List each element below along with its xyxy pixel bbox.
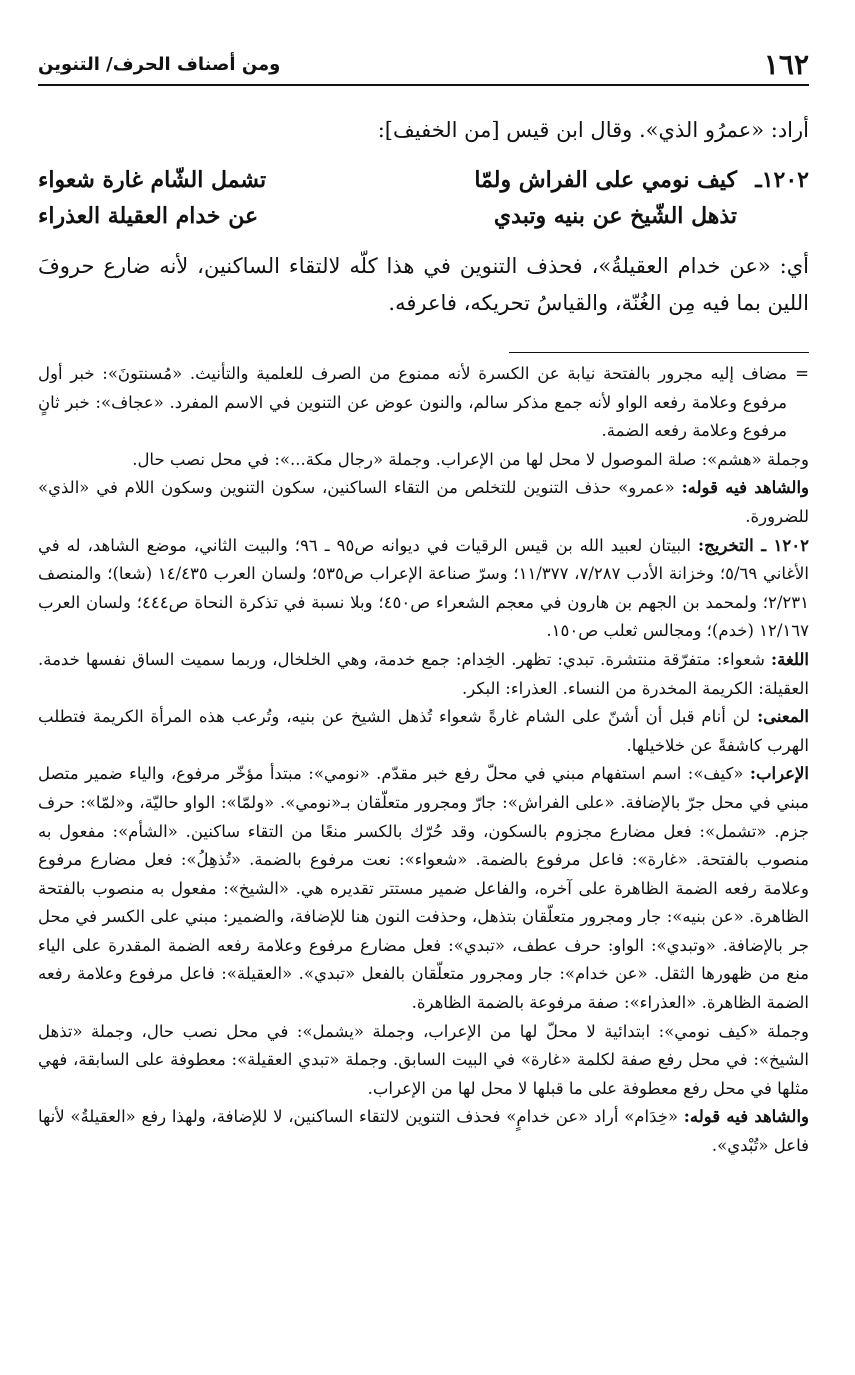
- footnote-p5: [38, 646, 809, 703]
- footnote-p2: وجملة «هشم»: صلة الموصول لا محل لها من الإعراب. وجملة «رجال مكة...»: في محل نصب حال.: [132, 449, 809, 469]
- shahid-label: والشاهد فيه قوله:: [681, 478, 809, 498]
- continuation-marker: =: [795, 364, 809, 383]
- lugha-text: شعواء: متفرّقة منتشرة. تبدي: تظهر. الخِدام: جمع خدمة، وهي الخلخال، وربما سميت الساق نفسها خدمة. العقيلة: الكريمة المخدرة من النساء. العذراء: البكر.: [38, 649, 809, 698]
- verse-hemistich-1a: كيف نومي على الفراش ولمّا: [474, 167, 737, 193]
- footnote-p7: [38, 760, 809, 1017]
- page-number: ١٦٢: [763, 48, 809, 81]
- verse-hemistich-2a: تذهل الشّيخ عن بنيه وتبدي: [493, 203, 737, 229]
- takhrij-label: ١٢٠٢ ـ التخريج:: [698, 535, 809, 555]
- main-text: [38, 112, 809, 149]
- shahid-text: «عمرو» حذف التنوين للتخلص من التقاء الساكنين، سكون التنوين وسكون اللام في «الذي» للضرورة.: [38, 478, 809, 526]
- verse-hemistich-1b: تشمل الشّام غارة شعواء: [38, 167, 267, 193]
- footnotes: [38, 360, 809, 1161]
- shahid-text-2: «خِدَام» أراد «عن خدامٍ» فحذف التنوين لالتقاء الساكنين، لا للإضافة، ولهذا رفع «العقيلةُ» لأنها فاعل «تُبْدي».: [38, 1107, 809, 1156]
- explanation-block: [38, 248, 809, 322]
- maana-text: لن أنام قبل أن أشنّ على الشام غارةً شعواء تُذهل الشيخ عن بنيه، وتُرعب هذه المرأة الكريمة فتطلب الهرب كاشفةً عن خلاخيلها.: [38, 707, 809, 755]
- maana-label: المعنى:: [757, 707, 809, 727]
- footnote-p4: [38, 532, 809, 646]
- verse-hemistich-2b: عن خدام العقيلة العذراء: [38, 203, 259, 229]
- page-header: [38, 48, 809, 86]
- verse-line-2: [38, 203, 809, 237]
- footnote-p6: [38, 703, 809, 760]
- verse-line-1: [38, 167, 809, 201]
- running-title: ومن أصناف الحرف/ التنوين: [38, 54, 281, 75]
- shahid-label-2: والشاهد فيه قوله:: [683, 1107, 810, 1127]
- irab-text: «كيف»: اسم استفهام مبني في محلّ رفع خبر مقدّم. «نومي»: مبتدأ مؤخّر مرفوع، والياء ضمير متصل مبني في محل جرّ بالإضافة. «على الفراش»: جارّ ومجرور متعلّقان بـ«نومي». «ولمّا»: الواو حاليّة، و«لمّا»: حرف جزم. «تشمل»: فعل مضارع مجزوم بالسكون، وقد حُرّك بالكسر منعًا من التقاء ساكنين. «الشأم»: مفعول به منصوب بالفتحة. «غارة»: فاعل مرفوع بالضمة. «شعواء»: نعت مرفوع بالضمة. «تُذهِلُ»: فعل مضارع مرفوع وعلامة رفعه الضمة الظاهرة على آخره، والفاعل ضمير مستتر تقديره هي. «الشيخ»: مفعول به منصوب بالفتحة الظاهرة. «عن بنيه»: جار ومجرور متعلّقان بتذهل، وحذفت النون هنا للإضافة، والضمير: مبني على الكسر في محل جر بالإضافة. «وتبدي»: الواو: حرف عطف، «تبدي»: فعل مضارع مرفوع وعلامة رفعه الضمة المقدرة على الياء منع من ظهورها الثقل. «عن خدام»: جار ومجرور متعلّقان بالفعل «تبدي». «العقيلة»: فاعل مرفوع وعلامة رفعه الضمة الظاهرة. «العذراء»: صفة مرفوعة بالضمة الظاهرة.: [38, 764, 809, 1013]
- explanation-paragraph: أي: «عن خدام العقيلةُ»، فحذف التنوين في هذا كلّه لالتقاء الساكنين، لأنه ضارع حروفَ اللين بما فيه مِن الغُنّة، والقياسُ تحريكه، فاعرفه.: [38, 254, 809, 315]
- footnote-p3: [38, 474, 809, 531]
- footnote-p9: [38, 1103, 809, 1160]
- footnote-divider: [509, 352, 809, 353]
- irab-label: الإعراب:: [749, 764, 810, 784]
- lugha-label: اللغة:: [771, 649, 809, 669]
- footnote-p8: وجملة «كيف نومي»: ابتدائية لا محلّ لها من الإعراب، وجملة «يشمل»: في محل نصب حال، وجملة «تذهل الشيخ»: في محل رفع صفة لكلمة «غارة» في البيت السابق. وجملة «تبدي العقيلة»: معطوفة على السابقة، فهي مثلها في محل رفع معطوفة على ما قبلها لا محل لها من الإعراب.: [38, 1021, 809, 1098]
- takhrij-text: البيتان لعبيد الله بن قيس الرقيات في ديوانه ص٩٥ ـ ٩٦؛ والبيت الثاني، موضع الشاهد، له في الأغاني ٥/٦٩؛ وخزانة الأدب ٧/٢٨٧، ١١/٣٧٧؛ وسرّ صناعة الإعراب ص٥٣٥؛ ولسان العرب ١٤/٤٣٥ (شعا)؛ والمنصف ٢/٢٣١؛ ولمحمد بن الجهم بن هارون في معجم الشعراء ص٤٥٠؛ وبلا نسبة في تذكرة النحاة ص٤٤٤؛ ولسان العرب ١٢/١٦٧ (خدم)؛ ومجالس ثعلب ص١٥٠.: [38, 535, 809, 641]
- footnote-p1: مضاف إليه مجرور بالفتحة نيابة عن الكسرة لأنه ممنوع من الصرف للعلمية والتأنيث. «مُسنتونَ»: خبر أول مرفوع وعلامة رفعه الواو لأنه جمع مذكر سالم، والنون عوض عن التنوين في الاسم المفرد. «عجاف»: خبر ثانٍ مرفوع وعلامة رفعه الضمة.: [38, 364, 787, 441]
- verse-number: ١٢٠٢ـ: [755, 167, 809, 193]
- intro-line: أراد: «عمرُو الذي». وقال ابن قيس [من الخفيف]:: [377, 118, 809, 142]
